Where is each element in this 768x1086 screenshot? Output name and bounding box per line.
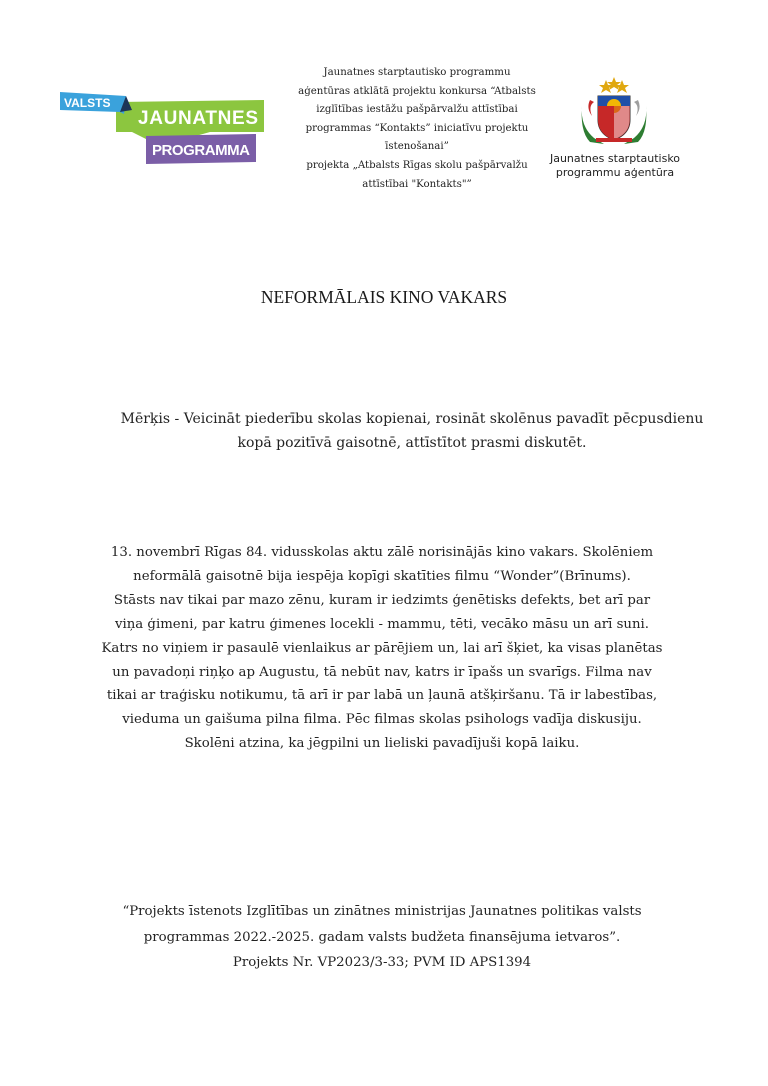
body-line: 13. novembrī Rīgas 84. vidusskolas aktu zālē norisinājās kino vakars. Skolēniem: [110, 545, 654, 560]
body-line: neformālā gaisotnē bija iespēja kopīgi skatīties filmu “Wonder”(Brīnums).: [133, 568, 631, 584]
body-line: viņa ģimeni, par katru ģimenes locekli - mammu, tēti, vecāko māsu un arī suni.: [114, 616, 650, 632]
goal-line: Mērķis - Veicināt piederību skolas kopienai, rosināt skolēnus pavadīt pēcpusdienu: [120, 411, 704, 427]
project-description-line: īstenošanai”: [385, 141, 449, 153]
agency-label-line: programmu aģentūra: [555, 166, 675, 179]
body-line: un pavadoņi riņķo ap Augustu, tā nebūt nav, katrs ir īpašs un svarīgs. Filma nav: [112, 664, 652, 680]
project-description-header: [272, 64, 562, 194]
body-line: Stāsts nav tikai par mazo zēnu, kuram ir iedzimts ģenētisks defekts, bet arī par: [113, 592, 651, 608]
body-line: Skolēni atzina, ka jēgpilni un lieliski pavadījuši kopā laiku.: [184, 736, 580, 752]
latvia-coat-of-arms-icon: [578, 76, 650, 148]
logo-programma-text: PROGRAMMA: [152, 142, 250, 159]
valsts-jaunatnes-programma-logo: [60, 92, 264, 166]
project-description-line: aģentūras atklātā projektu konkursa “Atbalsts: [298, 85, 536, 97]
body-line: tikai ar traģisku notikumu, tā arī ir par labā un ļaunā atšķiršanu. Tā ir labestības,: [106, 688, 658, 704]
page-title: NEFORMĀLAIS KINO VAKARS: [260, 287, 508, 307]
funding-statement: [60, 899, 704, 976]
logo-valsts-text: VALSTS: [64, 96, 111, 110]
footer-line: programmas 2022.-2025. gadam valsts budžeta finansējuma ietvaros”.: [143, 929, 621, 945]
goal-paragraph: [60, 407, 764, 455]
project-description-line: Jaunatnes starptautisko programmu: [323, 67, 511, 78]
event-description-paragraph: [60, 541, 704, 756]
project-description-line: programmas “Kontakts” iniciatīvu projektu: [305, 122, 529, 134]
agency-label-line: Jaunatnes starptautisko: [549, 152, 681, 165]
project-description-line: attīstībai "Kontakts"”: [362, 178, 472, 190]
logo-jaunatnes-text: JAUNATNES: [138, 108, 258, 129]
project-description-line: izglītības iestāžu pašpārvalžu attīstībai: [316, 104, 518, 116]
goal-line: kopā pozitīvā gaisotnē, attīstītot prasmi diskutēt.: [237, 435, 587, 451]
footer-line: Projekts Nr. VP2023/3-33; PVM ID APS1394: [232, 955, 532, 970]
footer-line: “Projekts īstenots Izglītības un zinātnes ministrijas Jaunatnes politikas valsts: [122, 904, 642, 919]
body-line: Katrs no viņiem ir pasaulē vienlaikus ar pārējiem un, lai arī šķiet, ka visas planētas: [101, 640, 663, 656]
agency-label: [540, 152, 690, 180]
project-description-line: projekta „Atbalsts Rīgas skolu pašpārvalžu: [306, 159, 528, 171]
body-line: vieduma un gaišuma pilna filma. Pēc filmas skolas psihologs vadīja diskusiju.: [122, 712, 642, 728]
